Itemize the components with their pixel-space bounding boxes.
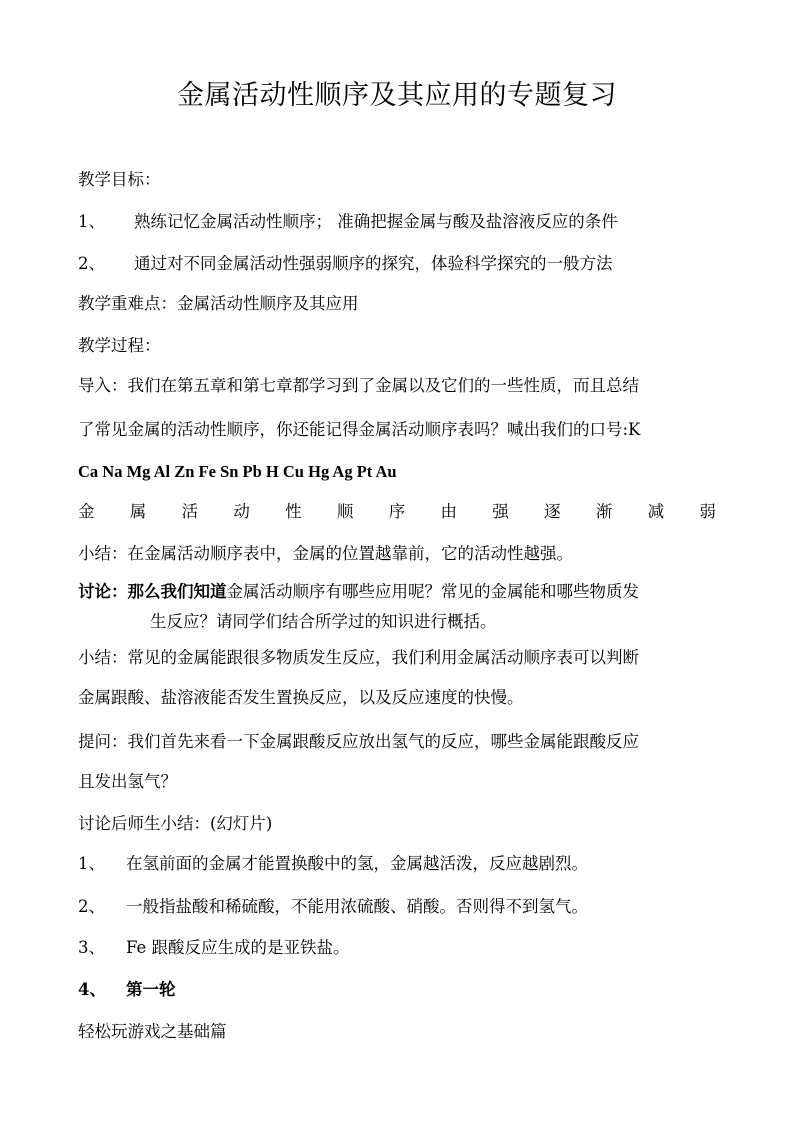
order-char: 顺 <box>336 502 354 521</box>
goal-item-2 <box>78 252 613 276</box>
process-heading: 教学过程： <box>78 336 161 355</box>
discussion-text: 金属活动顺序有哪些应用呢？常见的金属能和哪些物质发 <box>226 582 639 601</box>
order-char: 逐 <box>544 502 561 521</box>
order-char: 动 <box>233 502 250 521</box>
key-points: 教学重难点：金属活动性顺序及其应用 <box>78 294 359 313</box>
goal-item-1 <box>78 210 618 234</box>
document-title: 金属活动性顺序及其应用的专题复习 <box>177 80 617 111</box>
round-number: 4、 <box>78 980 106 999</box>
summary-1: 小结：在金属活动顺序表中，金属的位置越靠前，它的活动性越强。 <box>78 544 573 563</box>
conclusion-number: 1、 <box>78 854 105 873</box>
game-label: 轻松玩游戏之基础篇 <box>78 1022 227 1041</box>
conclusion-item-1 <box>78 852 588 876</box>
order-char: 金 <box>78 502 95 521</box>
conclusion-item-2 <box>78 895 588 919</box>
summary-2-line-2: 金属跟酸、盐溶液能否发生置换反应，以及反应速度的快慢。 <box>78 688 524 707</box>
round-label: 第一轮 <box>126 980 176 999</box>
goal-number: 2、 <box>78 254 105 273</box>
intro-line-3: Ca Na Mg Al Zn Fe Sn Pb H Cu Hg Ag Pt Au <box>78 462 397 481</box>
discussion-label: 讨论：那么我们知道 <box>78 582 227 601</box>
conclusion-number: 2、 <box>78 897 105 916</box>
order-char: 活 <box>181 502 199 521</box>
question-line-2: 且发出氢气？ <box>78 772 177 791</box>
order-char: 序 <box>388 502 406 521</box>
order-char: 强 <box>492 502 509 521</box>
goal-text: 通过对不同金属活动性强弱顺序的探究，体验科学探究的一般方法 <box>134 254 613 273</box>
order-char: 属 <box>129 502 147 521</box>
after-discussion: 讨论后师生小结：(幻灯片) <box>78 814 273 833</box>
summary-2-line-1: 小结：常见的金属能跟很多物质发生反应，我们利用金属活动顺序表可以判断 <box>78 648 639 667</box>
order-char: 由 <box>440 502 457 521</box>
order-char: 性 <box>285 502 302 521</box>
discussion-line-1 <box>78 580 639 604</box>
conclusion-text: 一般指盐酸和稀硫酸，不能用浓硫酸、硝酸。否则得不到氢气。 <box>126 897 588 916</box>
goal-number: 1、 <box>78 212 105 231</box>
intro-line-1: 导入：我们在第五章和第七章都学习到了金属以及它们的一些性质，而且总结 <box>78 376 639 395</box>
order-char: 减 <box>647 502 665 521</box>
intro-line-2: 了常见金属的活动性顺序，你还能记得金属活动顺序表吗？喊出我们的口号:K <box>78 420 641 439</box>
question-line-1: 提问：我们首先来看一下金属跟酸反应放出氢气的反应，哪些金属能跟酸反应 <box>78 732 639 751</box>
conclusion-item-3 <box>78 936 350 960</box>
goal-text: 熟练记忆金属活动性顺序； 准确把握金属与酸及盐溶液反应的条件 <box>134 212 618 231</box>
order-char: 弱 <box>699 502 716 521</box>
goals-heading: 教学目标： <box>78 170 161 189</box>
round-item <box>78 978 176 1002</box>
discussion-line-2: 生反应？请同学们结合所学过的知识进行概括。 <box>150 612 497 631</box>
conclusion-number: 3、 <box>78 938 105 957</box>
conclusion-text: 在氢前面的金属才能置换酸中的氢，金属越活泼，反应越剧烈。 <box>126 854 588 873</box>
order-char: 渐 <box>595 502 613 521</box>
conclusion-text: Fe 跟酸反应生成的是亚铁盐。 <box>126 938 350 957</box>
activity-order-caption <box>78 500 716 524</box>
